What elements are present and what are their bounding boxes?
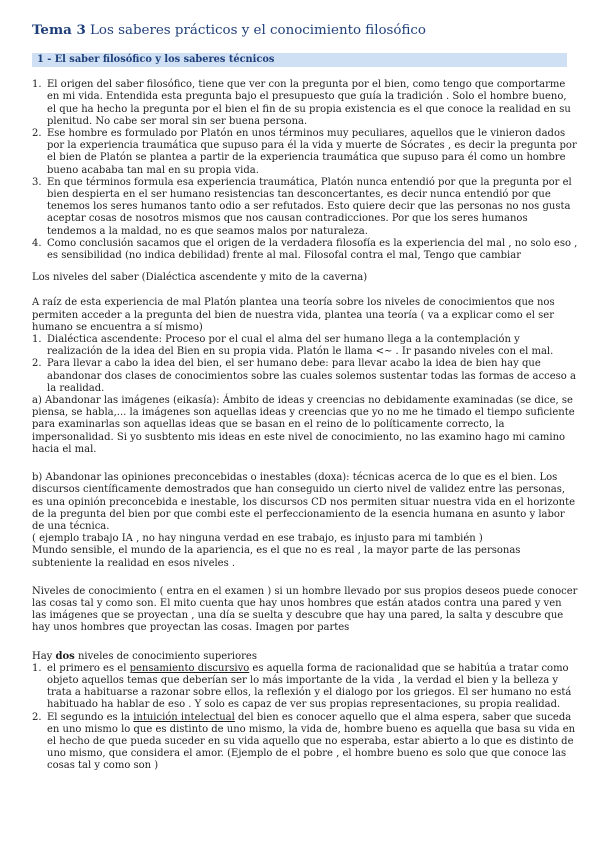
list-item xyxy=(32,334,578,358)
superiores-bold: dos xyxy=(55,650,75,662)
superiores-list xyxy=(32,663,578,773)
list-number: 4. xyxy=(32,237,42,249)
list-number: 1. xyxy=(32,334,42,346)
superiores-heading xyxy=(32,651,578,663)
title-text: Los saberes prácticos y el conocimiento filosófico xyxy=(85,23,426,38)
page-title xyxy=(32,22,578,39)
list-text-post: es aquella forma de racionalidad que se habitúa a tratar como objeto aquellos temas que deberían ser lo más importante de la vida , la verdad el bien y la belleza y trata a habituarse a razonar sobre ellos, la reflexión y el dialogo por los griegos. El ser humano no está habituado ha hablar de eso . Y solo es capaz de ver sus propias representaciones, su propia realidad. xyxy=(47,662,572,711)
term-pensamiento-discursivo: pensamiento discursivo xyxy=(129,662,250,674)
abandonar-opiniones: b) Abandonar las opiniones preconcebidas o inestables (doxa): técnicas acerca de lo que es el bien. Los discursos científicamente demostrados que han conseguido un cierto nivel de validez entre las personas, es una opinión preconcebida e inestable, los discursos CD nos permiten situar nuestra vida en el horizonte de la pregunta del bien por que combi este el perfeccionamiento de la esencia humana en asunto y labor de una técnica. xyxy=(32,472,576,532)
intro-paragraph: A raíz de esta experiencia de mal Platón plantea una teoría sobre los niveles de conocimientos que nos permiten acceder a la pregunta del bien de nuestra vida, plantea una teoría ( va a explicar como el ser humano se encuentra a sí mismo) xyxy=(32,297,555,333)
title-number: Tema 3 xyxy=(32,22,86,38)
list-text-pre: el primero es el xyxy=(47,662,130,674)
superiores-suffix: niveles de conocimiento superiores xyxy=(74,650,257,662)
list-item xyxy=(32,712,578,773)
niveles-heading: Los niveles del saber (Dialéctica ascendente y mito de la caverna) xyxy=(32,272,368,284)
mundo-sensible-text: Mundo sensible, el mundo de la apariencia, es el que no es real , la mayor parte de las personas subteniente la realidad en esos niveles . xyxy=(32,545,521,569)
list-number: 2. xyxy=(32,128,42,140)
list-text-post: del bien es conocer aquello que el alma espera, saber que suceda en uno mismo lo que es distinto de uno mismo, la vida de, hombre bueno es aquella que basa su vida en el hecho de que pueda suceder en su vida aquello que no esperaba, estar abierto a lo que es distinto de uno mismo, que considera el amor. (Ejemplo de el pobre , el hombre bueno es solo que que conoce las cosas tal y como son ) xyxy=(47,711,576,772)
list-number: 2. xyxy=(32,358,42,370)
list-item xyxy=(32,79,578,128)
niveles-conocimiento-paragraph: Niveles de conocimiento ( entra en el examen ) si un hombre llevado por sus propios deseos puede conocer las cosas tal y como son. El mito cuenta que hay unos hombres que están atados contra una pared y ven las imágenes que se proyectan , una día se suelta y descubre que hay una pared, la salta y descubre que hay unos hombres que proyectan las cosas. Imagen por partes xyxy=(32,585,578,634)
list-item xyxy=(32,128,578,177)
list-text: Como conclusión sacamos que el origen de la verdadera filosofía es la experiencia del mal , no solo eso , es sensibilidad (no indica debilidad) frente al mal. Filosofal contra el mal, Tengo que cambiar xyxy=(47,237,578,262)
list-text: En que términos formula esa experiencia traumática, Platón nunca entendió por que la pregunta por el bien despierta en el ser humano resistencias tan desconcertantes, es decir nunca entendió por que tenemos los seres humanos tanto odio a ser refutados. Esto quiere decir que las personas no nos gusta aceptar cosas de nosotros mismos que nos causan contradicciones. Por que los seres humanos tendemos a la maldad, no es que seamos malos por naturaleza. xyxy=(47,176,572,237)
section-header: 1 - El saber filosófico y los saberes técnicos xyxy=(32,53,567,67)
list-item xyxy=(32,663,578,712)
abandonar-imagenes: a) Abandonar las imágenes (eikasía): Ámbito de ideas y creencias no debidamente examinadas (se dice, se piensa, se habla,... la imágenes son aquellas ideas y creencias que yo no me he timado el tiempo suficiente para examinarlas son aquellas ideas que se basan en el reino de lo políticamente correcto, la impersonalidad. Si yo susbtento mis ideas en este nivel de conocimiento, no las examino hago mi camino hacia el mal. xyxy=(32,395,575,455)
list-number: 1. xyxy=(32,79,42,91)
list-text: Dialéctica ascendente: Proceso por el cual el alma del ser humano llega a la contemplación y realización de la idea del Bien en su propia vida. Platón le llama <~ . Ir pasando niveles con el mal. xyxy=(47,334,554,358)
section1-list xyxy=(32,79,578,262)
term-intuicion-intelectual: intuición intelectual xyxy=(133,711,235,723)
list-number: 1. xyxy=(32,662,42,674)
list-text: El origen del saber filosófico, tiene que ver con la pregunta por el bien, como tengo que comportarme en mi vida. Entendida esta pregunta bajo el presupuesto que guía la tradición . Solo el hombre bueno, el que ha hecho la pregunta por el bien el fin de su propia existencia es el que conoce la realidad en su plenitud. No cabe ser moral sin ser buena persona. xyxy=(47,79,571,127)
document-page xyxy=(32,22,578,773)
list-item xyxy=(32,177,578,238)
dialectica-list xyxy=(32,334,578,395)
list-text: Ese hombre es formulado por Platón en unos términos muy peculiares, aquellos que le vinieron dados por la experiencia traumática que supuso para él la vida y muerte de Sócrates , es decir la pregunta por el bien de Platón se plantea a partir de la experiencia traumática que supuso para él como un hombre bueno acababa tan mal en su propia vida. xyxy=(47,128,577,176)
list-number: 3. xyxy=(32,176,42,188)
list-item xyxy=(32,238,578,262)
ejemplo-text: ( ejemplo trabajo IA , no hay ninguna verdad en ese trabajo, es injusto para mi también ) xyxy=(32,533,483,545)
superiores-prefix: Hay xyxy=(32,650,56,662)
list-number: 2. xyxy=(32,711,42,723)
list-text: Para llevar a cabo la idea del bien, el ser humano debe: para llevar acabo la idea de bien hay que abandonar dos clases de conocimientos sobre las cuales solemos sustentar todas las formas de acceso a la realidad. xyxy=(47,358,576,394)
list-text-pre: El segundo es la xyxy=(47,711,134,723)
list-item xyxy=(32,358,578,395)
